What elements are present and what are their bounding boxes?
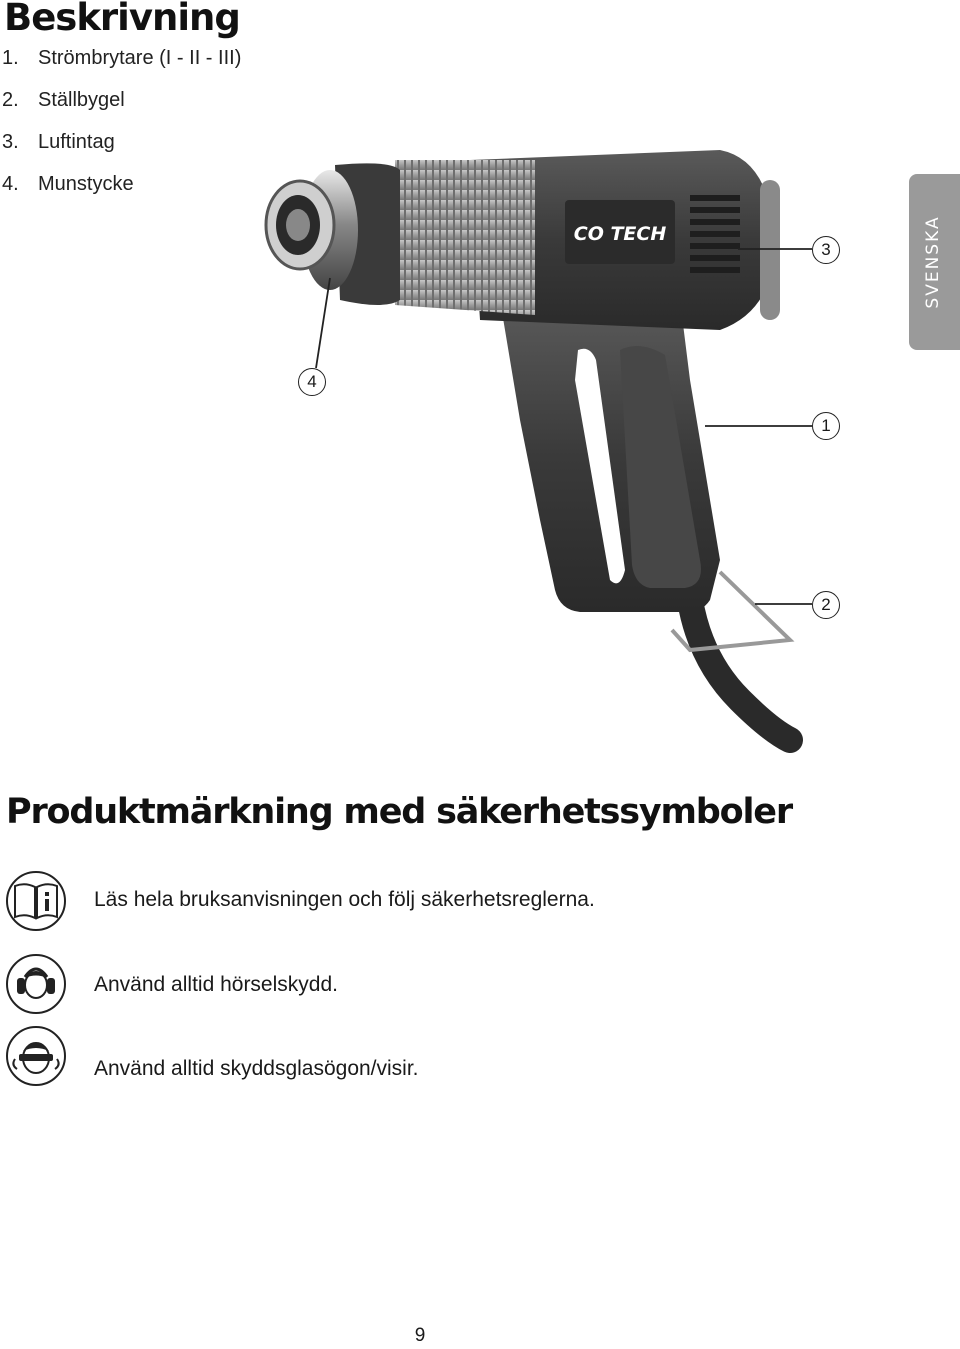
- symbol-text-ear: Använd alltid hörselskydd.: [94, 973, 338, 996]
- safety-glasses-icon: [5, 1025, 67, 1087]
- callout-4: 4: [298, 368, 326, 396]
- list-item: 1. Strömbrytare (I - II - III): [2, 47, 242, 69]
- callout-1: 1: [812, 412, 840, 440]
- list-item: 4. Munstycke: [2, 173, 134, 195]
- language-tab: SVENSKA: [909, 174, 960, 350]
- brand-logo: CO TECH: [573, 223, 667, 245]
- section-title: Beskrivning: [4, 0, 240, 39]
- list-item: 3. Luftintag: [2, 131, 115, 153]
- ear-protection-icon: [5, 953, 67, 1015]
- heat-gun-illustration: [0, 140, 900, 760]
- page-number: 9: [414, 1325, 426, 1346]
- symbol-text-manual: Läs hela bruksanvisningen och följ säkerhetsreglerna.: [94, 888, 595, 911]
- list-item: 2. Ställbygel: [2, 89, 125, 111]
- symbols-title: Produktmärkning med säkerhetssymboler: [6, 792, 792, 832]
- symbol-text-glasses: Använd alltid skyddsglasögon/visir.: [94, 1057, 419, 1080]
- manual-book-icon: [5, 870, 67, 932]
- callout-3: 3: [812, 236, 840, 264]
- callout-2: 2: [812, 591, 840, 619]
